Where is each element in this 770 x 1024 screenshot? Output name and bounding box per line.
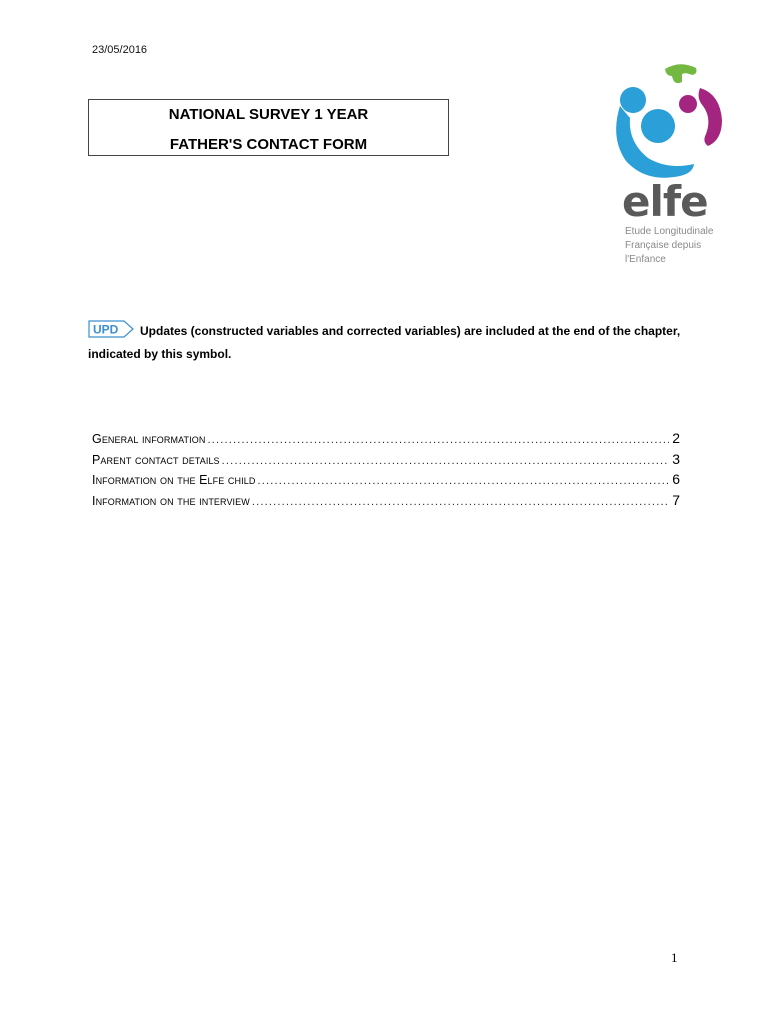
table-of-contents — [92, 428, 680, 510]
toc-leader-dots — [257, 471, 669, 490]
update-note — [88, 320, 688, 364]
update-note-text: Updates (constructed variables and corrected variables) are included at the end of the chapter, indicated by this symbol. — [88, 324, 681, 361]
toc-entry[interactable] — [92, 449, 680, 470]
toc-leader-dots — [207, 430, 669, 449]
toc-entry-title[interactable]: Parent contact details — [92, 452, 220, 467]
toc-entry-title[interactable]: Information on the Elfe child — [92, 473, 256, 487]
elfe-logo-wordmark: elfe — [622, 177, 708, 226]
elfe-logo-subtitle-line: Française depuis — [625, 240, 702, 251]
toc-entry[interactable] — [92, 428, 680, 449]
elfe-logo-green-figure — [665, 64, 697, 83]
toc-leader-dots — [252, 492, 669, 511]
toc-entry-page[interactable]: 2 — [672, 430, 680, 446]
elfe-logo-subtitle-line: l'Enfance — [625, 254, 666, 265]
title-line-1: NATIONAL SURVEY 1 YEAR — [168, 106, 369, 123]
upd-badge-label: UPD — [93, 322, 119, 337]
toc-entry[interactable] — [92, 469, 680, 490]
toc-entry-page[interactable]: 7 — [672, 491, 680, 508]
toc-entry[interactable] — [92, 490, 680, 511]
elfe-logo-purple-figure — [679, 88, 722, 146]
elfe-logo-subtitle-line: Etude Longitudinale — [625, 226, 714, 237]
toc-entry-page[interactable]: 6 — [672, 471, 680, 487]
page-number: 1 — [671, 950, 678, 965]
toc-entry-title[interactable]: General information — [92, 432, 206, 446]
toc-entry-page[interactable]: 3 — [672, 450, 680, 467]
toc-leader-dots — [222, 451, 670, 470]
toc-entry-title[interactable]: Information on the interview — [92, 493, 250, 508]
upd-badge — [88, 320, 134, 344]
document-title-box — [88, 99, 449, 156]
title-line-2: FATHER'S CONTACT FORM — [169, 136, 368, 153]
elfe-logo-subtitle — [625, 225, 713, 267]
document-date: 23/05/2016 — [92, 44, 148, 56]
